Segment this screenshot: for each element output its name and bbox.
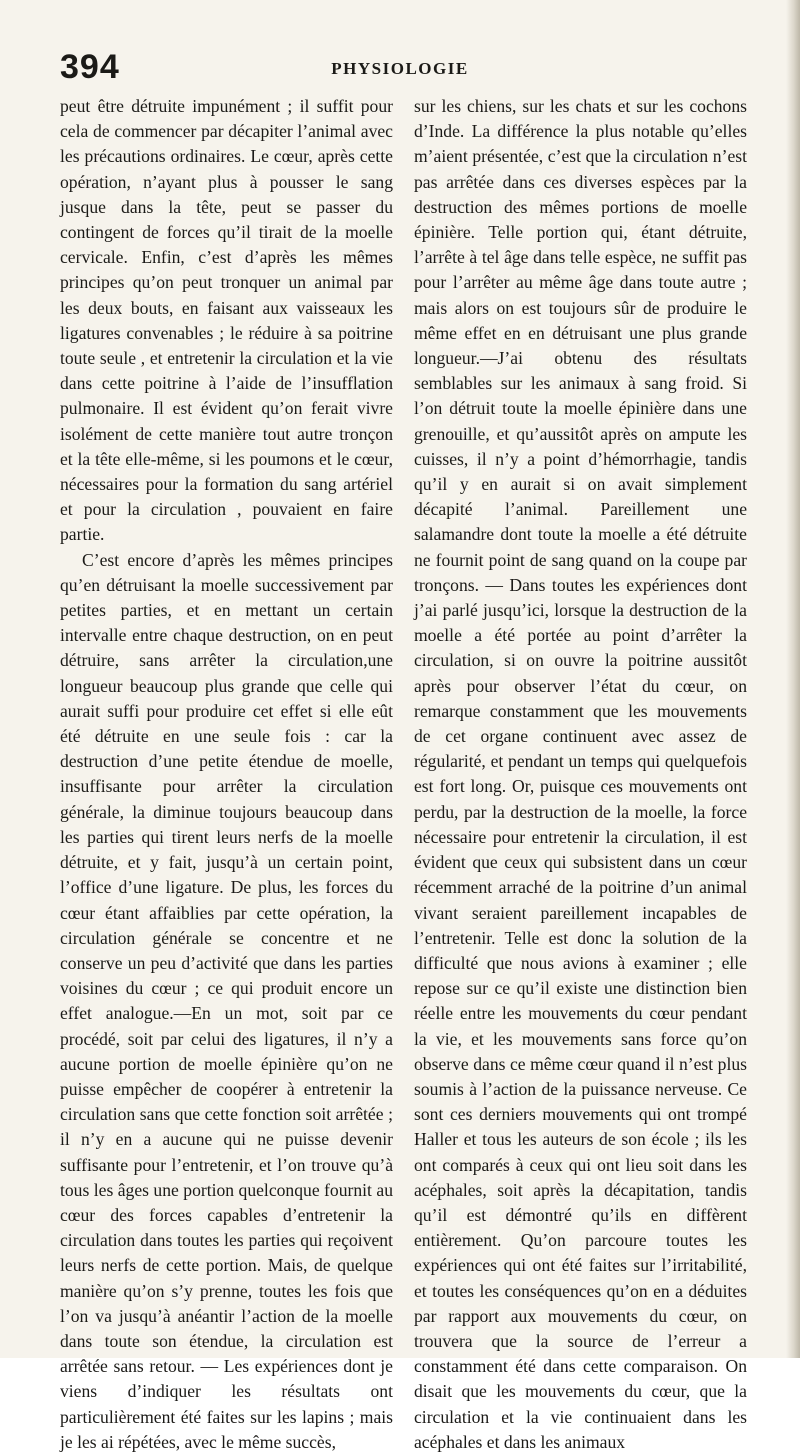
running-head: PHYSIOLOGIE bbox=[331, 59, 469, 78]
page-edge-shadow bbox=[786, 0, 800, 1358]
left-paragraph-1: peut être détruite impunément ; il suffit pour cela de commencer par décapiter l’animal avec les précautions ordinaires. Le cœur, après cette opération, n’ayant plus à pousser le sang jusque dans la tête, peut se passer du contingent de forces qu’il tirait de la moelle cervicale. Enfin, c’est d’après les mêmes principes qu’on peut tronquer un animal par les deux bouts, en faisant aux vaisseaux les ligatures convenables ; le réduire à sa poitrine toute seule , et entretenir la circulation et la vie dans cette poitrine à l’aide de l’insufflation pulmonaire. Il est évident qu’on ferait vivre isolément de cette manière tout autre tronçon et la tête elle-même, si les poumons et le cœur, nécessaires pour la formation du sang artériel et pour la circulation , pouvaient en faire partie. bbox=[60, 96, 393, 545]
page-number: 394 bbox=[60, 48, 120, 86]
left-column bbox=[60, 94, 393, 1455]
left-paragraph-2: C’est encore d’après les mêmes principes qu’en détruisant la moelle successivement par petites parties, et en mettant un certain intervalle entre chaque destruction, on en peut détruire, sans arrêter la circulation,une longueur beaucoup plus grande que celle qui aurait suffi pour produire cet effet si elle eût été détruite en une seule fois : car la destruction d’une petite étendue de moelle, insuffisante pour arrêter la circulation générale, la diminue toujours beaucoup dans les parties qui tirent leurs nerfs de la moelle détruite, et y fait, jusqu’à un certain point, l’office d’une ligature. De plus, les forces du cœur étant affaiblies par cette opération, la circulation générale se concentre et ne conserve un peu d’activité que dans les parties voisines du cœur ; ce qui produit encore un effet analogue.—En un mot, soit par ce procédé, soit par celui des ligatures, il n’y a aucune portion de moelle épinière qu’on ne puisse empêcher de coopérer à entretenir la circulation sans que cette fonction soit arrêtée ; il n’y en a aucune qui ne puisse devenir suffisante pour l’entretenir, et l’on trouve qu’à tous les âges une portion quelconque fournit au cœur des forces capables d’entretenir la circulation dans toutes les parties qui reçoivent leurs nerfs de cette portion. Mais, de quelque manière qu’on s’y prenne, toutes les fois que l’on va jusqu’à anéantir l’action de la moelle dans toute son étendue, la circulation est arrêtée sans retour. — Les expériences dont je viens d’indiquer les résultats ont particulièrement été faites sur les lapins ; mais je les ai répétées, avec le même succès, bbox=[60, 549, 393, 1452]
page-header bbox=[0, 0, 800, 90]
right-paragraph-1: sur les chiens, sur les chats et sur les cochons d’Inde. La différence la plus notable qu’elles m’aient présentée, c’est que la circulation n’est pas arrêtée dans ces diverses espèces par la destruction des mêmes portions de moelle épinière. Telle portion qui, étant détruite, l’arrête à tel âge dans telle espèce, ne suffit pas pour l’arrêter au même âge dans toute autre ; mais alors on est toujours sûr de produire le même effet en en détruisant une plus grande longueur.—J’ai obtenu des résultats semblables sur les animaux à sang froid. Si l’on détruit toute la moelle épinière dans une grenouille, et qu’aussitôt après on ampute les cuisses, il n’y a point d’hémorrhagie, tandis qu’il y en aurait si on avait simplement décapité l’animal. Pareillement une salamandre dont toute la moelle a été détruite ne fournit point de sang quand on la coupe par tronçons. — Dans toutes les expériences dont j’ai parlé jusqu’ici, lorsque la destruction de la moelle a été portée au point d’arrêter la circulation, si on ouvre la poitrine aussitôt après pour observer l’état du cœur, on remarque constamment que les mouvements de cet organe continuent avec assez de régularité, et pendant un temps qui quelquefois est fort long. Or, puisque ces mouvements ont perdu, par la destruction de la moelle, la force nécessaire pour entretenir la circulation, il est évident que ceux qui subsistent dans un cœur récemment arraché de la poitrine d’un animal vivant seraient pareillement incapables de l’entretenir. Telle est donc la solution de la difficulté que nous avions à examiner ; elle repose sur ce qu’il existe une distinction bien réelle entre les mouvements du cœur pendant la vie, et les mouvements sans force qu’on observe dans ce même cœur quand il n’est plus soumis à l’action de la puissance nerveuse. Ce sont ces derniers mouvements qui ont trompé Haller et tous les auteurs de son école ; ils les ont comparés à ceux qui ont lieu soit dans les acéphales, soit après la décapitation, tandis qu’il est démontré qu’ils en diffèrent entièrement. Qu’on parcoure toutes les expériences qui ont été faites sur l’irritabilité, et toutes les conséquences qu’on en a déduites par rapport aux mouvements du cœur, on trouvera que la source de l’erreur a constamment été dans cette comparaison. On disait que les mouvements du cœur, que la circulation et la vie continuaient dans les acéphales et dans les animaux bbox=[414, 96, 747, 1452]
right-column bbox=[414, 94, 747, 1455]
